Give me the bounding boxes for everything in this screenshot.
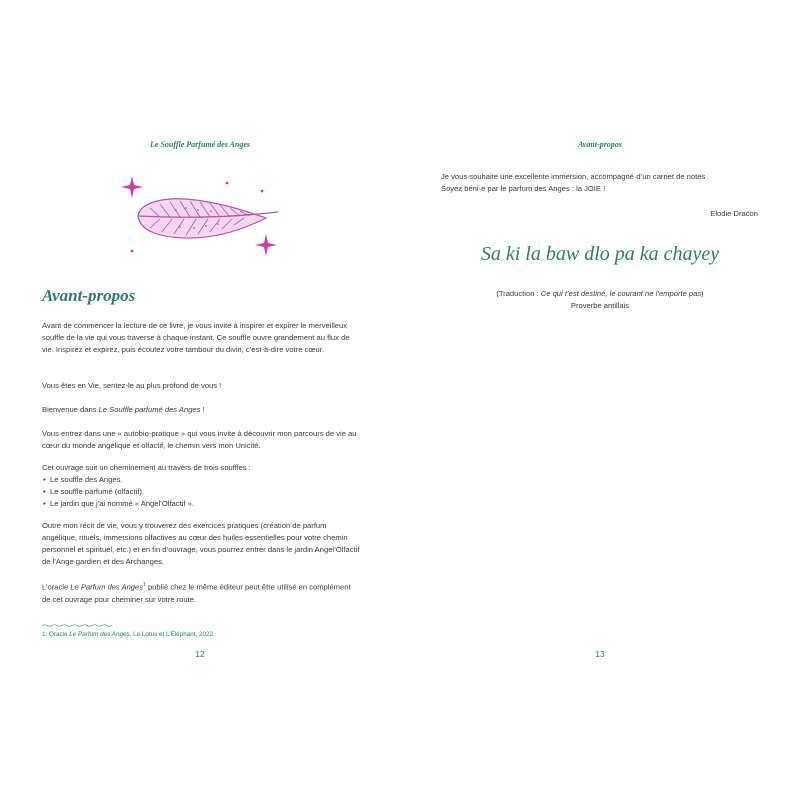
list-item: • Le souffle parfumé (olfactif). (42, 486, 360, 498)
sparkle-icon (131, 250, 134, 253)
sparkle-icon (261, 190, 264, 193)
list-item: • Le souffle des Anges. (42, 474, 360, 486)
page-number: 13 (595, 649, 605, 659)
paragraph-welcome: Bienvenue dans Le Souffle parfumé des Anges ! (42, 405, 205, 414)
book-title: Le Souffle parfumé des Anges (98, 405, 201, 414)
running-header: Avant-propos (578, 140, 622, 149)
closing-line: Je vous souhaite une excellente immersion, accompagné·d’un carnet de notes (441, 172, 706, 181)
proverb: Sa ki la baw dlo pa ka chayey (480, 243, 720, 265)
closing-line: Soyez béni·e par le parfum des Anges : la JOIE ! (441, 184, 606, 193)
paragraph-entry: Vous entrez dans une « autobio-pratique » qui vous invite à découvrir mon parcours de vie au cœur du monde angélique et olfactif, le chemin vers mon Unicité. (42, 429, 357, 451)
paragraph-outside: Outre mon récit de vie, vous y trouverez des exercices pratiques (création de parfum angélique, rituels, immersions olfactives au cœur des huiles essentielles pour votre chemin personnel et spirituel, etc.) et en fin d’ouvrage, vous pourrez entrer dans le jardin Angel’Olfactif de l’Ange gardien et des Archanges. (42, 521, 360, 567)
footnote-mark: 1 (143, 582, 146, 588)
proverb-translation: (Traduction : Ce qui t’est destiné, le courant ne l’emporte pas) Proverbe antillais (440, 288, 760, 311)
paragraph-oracle: L’oracle Le Parfum des Anges$^1$ publié chez le même éditeur peut être utilisé en complément de cet ouvrage pour cheminer sur votre route. (42, 582, 351, 604)
intro-paragraph: Avant de commencer la lecture de ce livre, je vous invite à inspirer et expirer le merveilleux souffle de la vie qui vous traverse à chaque instant. Ce souffle ouvre grandement au flux de vie. Inspirez et expirez, puis écoutez votre tambour du divin, c’est-à-dire votre cœur. (42, 321, 350, 355)
feather-illustration (116, 172, 286, 262)
author-signature: Elodie Dracon (710, 209, 758, 218)
breath-list (42, 474, 360, 510)
right-page (400, 0, 800, 800)
footnote-divider (42, 624, 112, 627)
list-item: • Le jardin que j’ai nommé « Angel’Olfactif ». (42, 498, 360, 510)
proverb-source: Proverbe antillais (570, 300, 630, 310)
page-number: 12 (195, 649, 205, 659)
sparkle-icon (121, 176, 143, 198)
sparkle-icon (226, 182, 229, 185)
paragraph-vie: Vous êtes en Vie, sentez-le au plus profond de vous ! (42, 381, 222, 390)
three-breaths-section: Cet ouvrage suit un cheminement au travers de trois souffles : • Le souffle des Anges. • Le souffle parfumé (olfactif). • Le jardin que j’ai nommé « Angel’Olfactif ». (42, 462, 360, 510)
running-header: Le Souffle Parfumé des Anges (150, 140, 250, 149)
closing-lines (441, 171, 761, 195)
footnote: 1. Oracle Le Parfum des Anges, Le Lotus et L’Éléphant, 2022. (42, 631, 215, 638)
sparkle-icon (255, 234, 277, 256)
chapter-title: Avant-propos (42, 286, 136, 305)
